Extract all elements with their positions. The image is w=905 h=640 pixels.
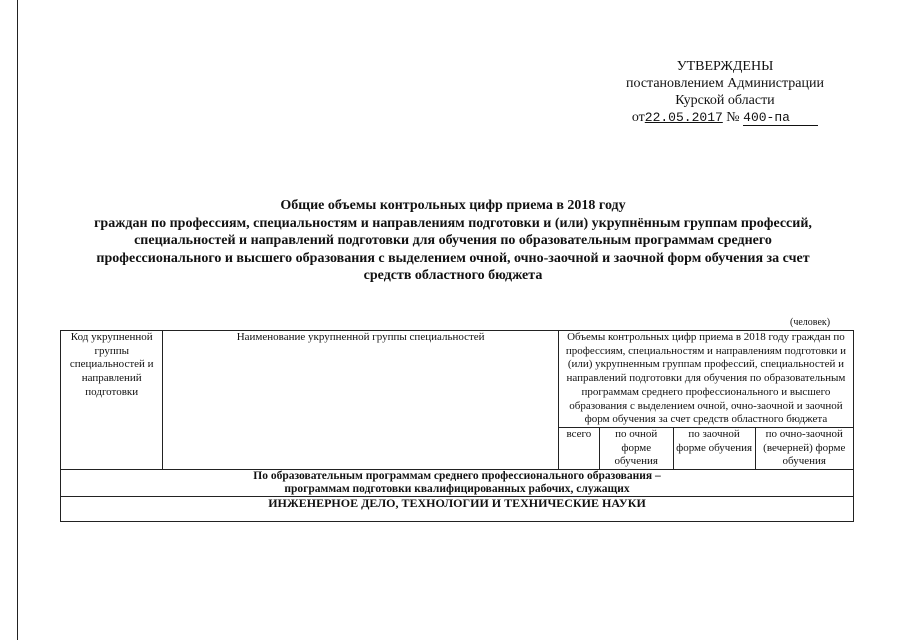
header-code: Код укрупненной группы специальностей и направлений подготовки <box>61 331 163 470</box>
approval-number-sign: № <box>726 110 740 125</box>
approval-heading: УТВЕРЖДЕНЫ <box>676 59 774 74</box>
unit-note: (человек) <box>790 317 831 328</box>
section-heading-line-2: программам подготовки квалифицированных рабочих, служащих <box>284 483 630 496</box>
title-line-3: специальностей и направлений подготовки для обучения по образовательным программам среднего <box>134 233 772 248</box>
approval-number: 400-па <box>743 110 818 126</box>
section-heading-line-1: По образовательным программам среднего профессионального образования – <box>253 470 661 483</box>
header-row <box>61 331 854 428</box>
approval-date: 22.05.2017 <box>644 110 723 125</box>
approval-stamp <box>590 58 860 126</box>
area-row <box>61 497 854 522</box>
approval-date-prefix: от <box>631 110 645 125</box>
header-group-name: Наименование укрупненной группы специальностей <box>163 331 558 470</box>
title-line-2: граждан по профессиям, специальностям и направлениям подготовки и (или) укрупнённым группам профессий, <box>94 215 812 231</box>
approval-issuer: постановлением Администрации <box>626 76 824 91</box>
section-row <box>61 470 854 497</box>
document-title <box>62 197 844 285</box>
section-heading <box>61 470 854 497</box>
header-volumes: Объемы контрольных цифр приема в 2018 году граждан по профессиям, специальностям и направлениям подготовки и (или) укрупненным группам профессий, специальностей и направлений подготовки для обучения по образовательным программам среднего профессионального и высшего образования с выделением очной, очно-заочной и заочной форм обучения за счет средств областного бюджета <box>558 331 853 428</box>
approval-region: Курской области <box>675 93 775 108</box>
area-heading: ИНЖЕНЕРНОЕ ДЕЛО, ТЕХНОЛОГИИ И ТЕХНИЧЕСКИЕ НАУКИ <box>61 497 854 522</box>
title-line-5: средств областного бюджета <box>363 268 543 283</box>
subheader-total: всего <box>558 427 599 469</box>
subheader-evening: по очно-заочной (вечерней) форме обучения <box>755 427 853 469</box>
scan-margin-line <box>17 0 18 640</box>
title-line-1: Общие объемы контрольных цифр приема в 2018 году <box>280 198 626 213</box>
title-line-4: профессионального и высшего образования с выделением очной, очно-заочной и заочной форм обучения за счет <box>96 250 810 266</box>
approval-date-line <box>590 109 860 126</box>
subheader-fulltime: по очной форме обучения <box>599 427 673 469</box>
admission-table <box>60 330 854 522</box>
subheader-correspondence: по заочной форме обучения <box>673 427 755 469</box>
